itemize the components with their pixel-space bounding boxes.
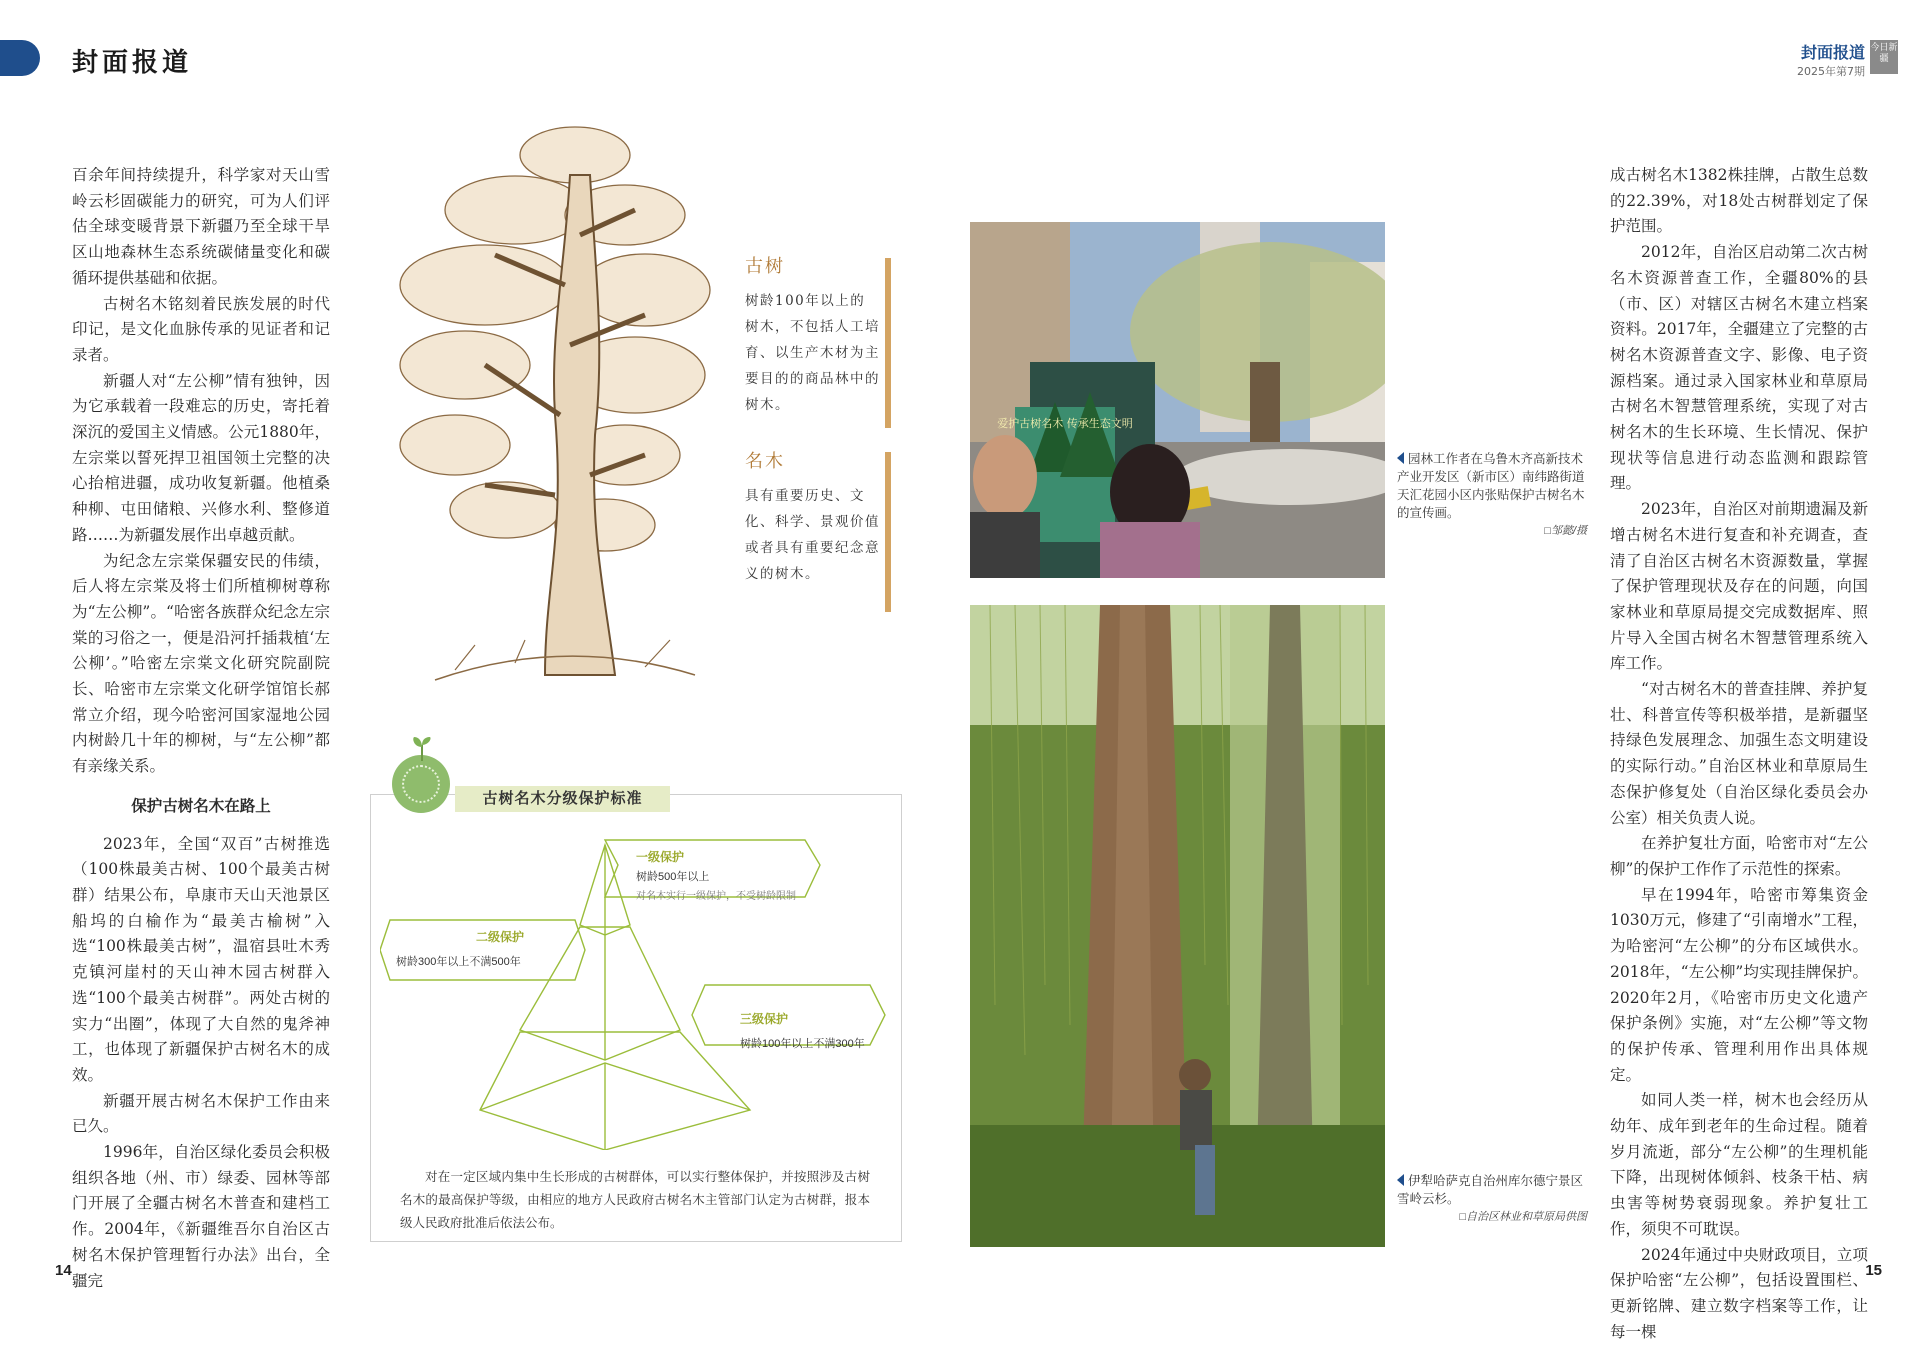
- definition-term: 古树: [745, 256, 785, 277]
- definition-text: 树龄100年以上的树木，不包括人工培育、以生产木材为主要目的的商品林中的树木。: [745, 293, 880, 413]
- paragraph: 为纪念左宗棠保疆安民的伟绩，后人将左宗棠及将士们所植柳树尊称为“左公柳”。“哈密各族群众纪念左宗棠的习俗之一，便是沿河扦插栽植‘左公柳’。”哈密左宗棠文化研究院副院长、哈密市左宗棠文化研学馆馆长郝常立介绍，现今哈密河国家湿地公园内树龄几十年的柳树，与“左公柳”都有亲缘关系。: [72, 551, 330, 776]
- photo-credit: □邹懿/摄: [1544, 525, 1587, 537]
- photo-poster-scene: [970, 222, 1385, 578]
- top-photo-caption: [1397, 450, 1587, 540]
- definition-bar: [885, 452, 891, 612]
- paragraph: 古树名木铭刻着民族发展的时代印记，是文化血脉传承的见证者和记录者。: [72, 294, 330, 364]
- paragraph: 新疆开展古树名木保护工作由来已久。: [72, 1091, 330, 1136]
- section-marker: [0, 40, 40, 76]
- page-number-right: 15: [1865, 1262, 1882, 1279]
- paragraph: 新疆人对“左公柳”情有独钟，因为它承载着一段难忘的历史，寄托着深沉的爱国主义情感。公元1880年，左宗棠以誓死捍卫祖国领土完整的决心抬棺进疆，成功收复新疆。他植桑种柳、屯田储粮、兴修水利、整修道路……为新疆发展作出卓越贡献。: [72, 371, 330, 544]
- caption-pointer-icon: [1397, 452, 1404, 464]
- section-title: 封面报道: [72, 48, 193, 78]
- photo-spruce-tree: [970, 605, 1385, 1247]
- header-right-title: 封面报道: [1800, 43, 1865, 62]
- level-title: 一级保护: [636, 850, 685, 864]
- page-number-left: 14: [55, 1262, 72, 1279]
- left-article-column: [72, 163, 330, 1294]
- caption-text: 园林工作者在乌鲁木齐高新技术产业开发区（新市区）南纬路街道天汇花园小区内张贴保护古树名木的宣传画。: [1397, 452, 1585, 520]
- level-title: 三级保护: [740, 1012, 789, 1026]
- caption-text: 伊犁哈萨克自治州库尔德宁景区雪岭云杉。: [1397, 1174, 1584, 1206]
- paragraph: 1996年，自治区绿化委员会积极组织各地（州、市）绿委、园林等部门开展了全疆古树名木普查和建档工作。2004年，《新疆维吾尔自治区古树名木保护管理暂行办法》出台，全疆完: [72, 1143, 330, 1290]
- definition-bar: [885, 258, 891, 428]
- paragraph: 2023年，全国“双百”古树推选（100株最美古树、100个最美古树群）结果公布，阜康市天山天池景区船坞的白榆作为“最美古榆树”入选“100株最美古树”，温宿县吐木秀克镇河崖村的天山神木园古树群入选“100个最美古树群”。两处古树的实力“出圈”，体现了大自然的鬼斧神工，也体现了新疆保护古树名木的成效。: [72, 834, 330, 1084]
- chart-title: 古树名木分级保护标准: [455, 786, 670, 812]
- level-note: 对名木实行一级保护，不受树龄限制: [636, 891, 796, 902]
- paragraph: 2024年通过中央财政项目，立项保护哈密“左公柳”，包括设置围栏、更新铭牌、建立数字档案等工作，让每一棵: [1610, 1245, 1868, 1341]
- ancient-tree-illustration: [395, 115, 725, 685]
- level-2-label: [396, 928, 576, 969]
- paragraph: “对古树名木的普查挂牌、养护复壮、科普宣传等积极举措，是新疆坚持绿色发展理念、加强生态文明建设的实际行动。”自治区林业和草原局生态保护修复处（自治区绿化委员会办公室）相关负责人说。: [1610, 680, 1868, 827]
- header-issue: 2025年第7期: [1797, 65, 1865, 78]
- definition-text: 具有重要历史、文化、科学、景观价值或者具有重要纪念意义的树木。: [745, 488, 880, 582]
- right-article-column: [1610, 163, 1868, 1345]
- paragraph: 2023年，自治区对前期遗漏及新增古树名木进行复查和补充调查，查清了自治区古树名木资源数量，掌握了保护管理现状及存在的问题，向国家林业和草原局提交完成数据库、照片导入全国古树名木智慧管理系统入库工作。: [1610, 500, 1868, 673]
- level-title: 二级保护: [476, 930, 525, 944]
- caption-pointer-icon: [1397, 1174, 1404, 1186]
- level-criterion: 树龄500年以上: [636, 871, 710, 883]
- level-criterion: 树龄300年以上不满500年: [396, 956, 521, 968]
- definition-famous-tree: [745, 447, 880, 587]
- photo-poster-posting: [970, 222, 1385, 578]
- level-3-label: [740, 1010, 900, 1051]
- subheading: 保护古树名木在路上: [131, 797, 271, 815]
- level-1-label: [636, 848, 836, 902]
- paragraph: 百余年间持续提升，科学家对天山雪岭云杉固碳能力的研究，可为人们评估全球变暖背景下新疆乃至全球干旱区山地森林生态系统碳储量变化和碳循环提供基础和依据。: [72, 166, 330, 287]
- paragraph: 成古树名木1382株挂牌，占散生总数的22.39%，对18处古树群划定了保护范围。: [1610, 166, 1868, 236]
- photo-spruce-scene: [970, 605, 1385, 1247]
- level-criterion: 树龄100年以上不满300年: [740, 1038, 865, 1050]
- paragraph: 2012年，自治区启动第二次古树名木资源普查工作，全疆80%的县（市、区）对辖区古树名木建立档案资料。2017年，全疆建立了完整的古树名木资源普查文字、影像、电子资源档案。通过录入国家林业和草原局古树名木智慧管理系统，实现了对古树名木的生长环境、生长情况、保护现状等信息进行动态监测和跟踪管理。: [1610, 243, 1868, 493]
- paragraph: 早在1994年，哈密市筹集资金1030万元，修建了“引南增水”工程，为哈密河“左公柳”的分布区域供水。2018年，“左公柳”均实现挂牌保护。2020年2月，《哈密市历史文化遗产保护条例》实施，对“左公柳”等文物的保护传承、管理利用作出具体规定。: [1610, 885, 1868, 1084]
- photo-credit: □自治区林业和草原局供图: [1459, 1211, 1587, 1223]
- definition-ancient-tree: [745, 252, 880, 418]
- magazine-header: [1797, 40, 1865, 79]
- magazine-logo: 今日新疆: [1870, 40, 1898, 74]
- bottom-photo-caption: [1397, 1172, 1587, 1226]
- poster-text: 爱护古树名木 传承生态文明: [997, 417, 1133, 430]
- leaf-badge-icon: [392, 755, 450, 813]
- definition-term: 名木: [745, 451, 785, 472]
- chart-footnote: 对在一定区域内集中生长形成的古树群体，可以实行整体保护，并按照涉及古树名木的最高保护等级，由相应的地方人民政府古树名木主管部门认定为古树群，报本级人民政府批准后依法公布。: [400, 1170, 870, 1230]
- paragraph: 在养护复壮方面，哈密市对“左公柳”的保护工作作了示范性的探索。: [1610, 834, 1868, 878]
- paragraph: 如同人类一样，树木也会经历从幼年、成年到老年的生命过程。随着岁月流逝，部分“左公柳”的生理机能下降，出现树体倾斜、枝条干枯、病虫害等树势衰弱现象。养护复壮工作，须臾不可耽误。: [1610, 1091, 1868, 1238]
- sprout-icon: [410, 735, 434, 761]
